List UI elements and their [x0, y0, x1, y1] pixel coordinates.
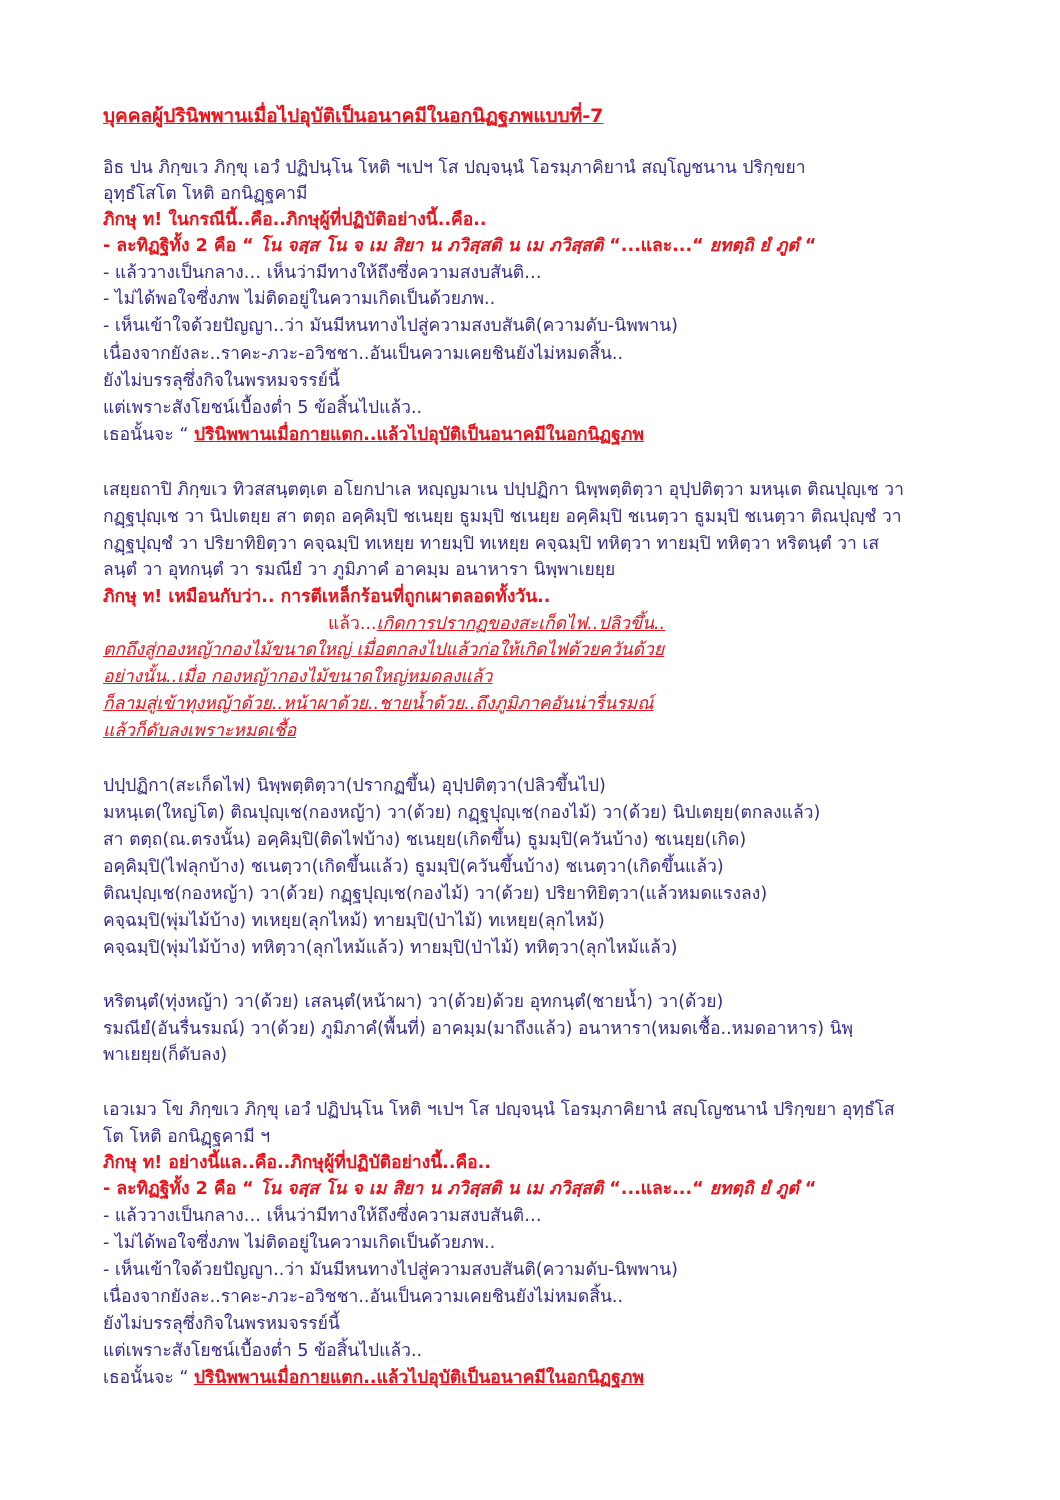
practice2-line-3: - เห็นเข้าใจด้วยปัญญา..ว่า มันมีหนทางไปสู่ความสงบสันติ(ความดับ-นิพพาน): [103, 1260, 678, 1280]
view-mid: “...และ...“: [609, 236, 704, 256]
conclusion-prefix-2: เธอนั้นจะ “: [103, 1368, 194, 1388]
bhikkhu-address: ภิกษุ ท! ในกรณีนี้..คือ..ภิกษุผู้ที่ปฏิบัติอย่างนี้..คือ..: [103, 210, 487, 230]
simile-thai-line-3: ตกถึงสู่กองหญ้ากองไม้ขนาดใหญ่ เมื่อตกลงไปแล้วก่อให้เกิดไฟด้วยควันด้วย: [103, 640, 665, 660]
conclusion-line: [103, 423, 644, 447]
simile-thai-text-2a: แล้ว...: [328, 614, 377, 634]
practice2-line-2: - ไม่ได้พอใจซึ่งภพ ไม่ติดอยู่ในความเกิดเป็นด้วยภพ..: [103, 1233, 496, 1253]
practice-line-4: เนื่องจากยังละ..ราคะ-ภวะ-อวิชชา..อันเป็นความเคยชินยังไม่หมดสิ้น..: [103, 344, 624, 364]
glossary-line-9: รมณียํ(อันรื่นรมณ์) วา(ด้วย) ภูมิภาคํ(พื้นที่) อาคมฺม(มาถึงแล้ว) อนาหารา(หมดเชื้อ..หมดอาหาร) นิพฺ: [103, 1019, 854, 1039]
simile-pali-line-4: ลนฺตํ วา อุทกนฺตํ วา รมณียํ วา ภูมิภาคํ อาคมฺม อนาหารา นิพฺพาเยยฺย: [103, 560, 616, 580]
practice-line-1: - แล้ววางเป็นกลาง… เห็นว่ามีทางให้ถึงซึ่งความสงบสันติ…: [103, 263, 542, 283]
practice2-line-6: แต่เพราะสังโยชน์เบื้องต่ำ 5 ข้อสิ้นไปแล้ว..: [103, 1341, 423, 1361]
practice2-line-4: เนื่องจากยังละ..ราคะ-ภวะ-อวิชชา..อันเป็นความเคยชินยังไม่หมดสิ้น..: [103, 1287, 624, 1307]
pali-intro-line-2: อุทฺธํโสโต โหติ อกนิฏฺฐคามี: [103, 184, 308, 204]
simile-thai-text-2b: เกิดการปรากฏของสะเก็ดไฟ..ปลิวขึ้น..: [376, 614, 666, 634]
glossary-line-5: ติณปุญฺเช(กองหญ้า) วา(ด้วย) กฏฺฐปุญฺเช(กองไม้) วา(ด้วย) ปริยาทิยิตฺวา(แล้วหมดแรงลง): [103, 884, 768, 904]
view-end: “: [804, 236, 817, 256]
simile-thai-line-6: แล้วก็ดับลงเพราะหมดเชื้อ: [103, 721, 297, 741]
two-views-prefix-2: - ละทิฏฐิทั้ง 2 คือ “: [103, 1179, 254, 1199]
simile-thai-text-1: ภิกษุ ท! เหมือนกับว่า.. การตีเหล็กร้อนที่ถูกเผาตลอดทั้งวัน..: [103, 587, 551, 607]
simile-thai-line-1: [103, 585, 550, 609]
practice-line-2: - ไม่ได้พอใจซึ่งภพ ไม่ติดอยู่ในความเกิดเป็นด้วยภพ..: [103, 289, 496, 309]
view-pali-1: โน จสฺส โน จ เม สิยา น ภวิสฺสติ น เม ภวิสฺสติ: [253, 236, 610, 256]
pali-closing-line-1: เอวเมว โข ภิกฺขเว ภิกฺขุ เอวํ ปฏิปนฺโน โหติ ฯเปฯ โส ปญฺจนฺนํ โอรมฺภาคิยานํ สญฺโญชนานํ ปริกฺขยา อุทฺธํโส: [103, 1100, 895, 1120]
two-views-line: [103, 234, 816, 258]
pali-intro-line-1: อิธ ปน ภิกฺขเว ภิกฺขุ เอวํ ปฏิปนฺโน โหติ ฯเปฯ โส ปญฺจนฺนํ โอรมฺภาคิยานํ สญฺโญชนาน ปริกฺขยา: [103, 158, 806, 178]
glossary-line-1: ปปฺปฏิกา(สะเก็ดไฟ) นิพฺพตฺติตฺวา(ปรากฏขึ้น) อุปฺปติตฺวา(ปลิวขึ้นไป): [103, 776, 606, 796]
glossary-line-7: คจฺฉมฺปิ(พุ่มไม้บ้าง) ทหิตฺวา(ลุกไหม้แล้ว) ทายมฺปิ(ป่าไม้) ทหิตฺวา(ลุกไหม้แล้ว): [103, 938, 678, 958]
pali-closing-line-2: โต โหติ อกนิฏฺฐคามี ฯ: [103, 1127, 271, 1147]
conclusion-line-2: [103, 1366, 644, 1390]
conclusion-prefix: เธอนั้นจะ “: [103, 425, 194, 445]
page-title: บุคคลผู้ปรินิพพานเมื่อไปอุบัติเป็นอนาคมีในอกนิฏฐภพแบบที่-7: [103, 105, 604, 127]
simile-pali-line-2: กฏฺฐปุญฺเช วา นิปเตยฺย สา ตตฺถ อคฺคิมฺปิ ชเนยฺย ธูมมฺปิ ชเนยฺย อคฺคิมฺปิ ชเนตฺวา ธูมมฺปิ ชเนตฺวา ติณปุญฺชํ วา: [103, 507, 902, 527]
glossary-line-4: อคฺคิมฺปิ(ไฟลุกบ้าง) ชเนตฺวา(เกิดขึ้นแล้ว) ธูมมฺปิ(ควันขึ้นบ้าง) ชเนตฺวา(เกิดขึ้นแล้ว): [103, 857, 724, 877]
simile-pali-line-3: กฏฺฐปุญฺชํ วา ปริยาทิยิตฺวา คจฺฉมฺปิ ทเหยฺย ทายมฺปิ ทเหยฺย คจฺฉมฺปิ ทหิตฺวา ทายมฺปิ ทหิตฺวา หริตนฺตํ วา เส: [103, 534, 880, 554]
conclusion-main-2: ปรินิพพานเมื่อกายแตก..แล้วไปอุบัติเป็นอนาคมีในอกนิฏฐภพ: [193, 1368, 644, 1388]
simile-thai-line-2: [328, 612, 665, 636]
view-mid-2: “...และ...“: [609, 1179, 704, 1199]
practice-line-5: ยังไม่บรรลุซึ่งกิจในพรหมจรรย์นี้: [103, 371, 340, 391]
practice2-line-1: - แล้ววางเป็นกลาง… เห็นว่ามีทางให้ถึงซึ่งความสงบสันติ…: [103, 1206, 542, 1226]
glossary-line-2: มหนฺเต(ใหญ่โต) ติณปุญฺเช(กองหญ้า) วา(ด้วย) กฏฺฐปุญฺเช(กองไม้) วา(ด้วย) นิปเตยฺย(ตกลงแล้ว): [103, 803, 821, 823]
conclusion-main: ปรินิพพานเมื่อกายแตก..แล้วไปอุบัติเป็นอนาคมีในอกนิฏฐภพ: [193, 425, 644, 445]
glossary-line-8: หริตนฺตํ(ทุ่งหญ้า) วา(ด้วย) เสลนฺตํ(หน้าผา) วา(ด้วย)ด้วย อุทกนฺตํ(ชายน้ำ) วา(ด้วย): [103, 992, 724, 1012]
view-end-2: “: [804, 1179, 817, 1199]
practice-line-6: แต่เพราะสังโยชน์เบื้องต่ำ 5 ข้อสิ้นไปแล้ว..: [103, 398, 423, 418]
simile-thai-line-4: อย่างนั้น..เมื่อ กองหญ้ากองไม้ขนาดใหญ่หมดลงแล้ว: [103, 667, 493, 687]
glossary-line-6: คจฺฉมฺปิ(พุ่มไม้บ้าง) ทเหยฺย(ลุกไหม้) ทายมฺปิ(ป่าไม้) ทเหยฺย(ลุกไหม้): [103, 911, 605, 931]
simile-pali-line-1: เสยฺยถาปิ ภิกฺขเว ทิวสสนฺตตฺเต อโยกปาเล หญฺญมาเน ปปฺปฏิกา นิพฺพตฺติตฺวา อุปฺปติตฺวา มหนฺเต ติณปุญฺเช วา: [103, 480, 904, 500]
view-pali-1-2: โน จสฺส โน จ เม สิยา น ภวิสฺสติ น เม ภวิสฺสติ: [253, 1179, 610, 1199]
two-views-line-2: [103, 1177, 816, 1201]
view-pali-2-2: ยทตฺถิ ยํ ภูตํ: [703, 1179, 805, 1199]
bhikkhu-address-2: ภิกษุ ท! อย่างนี้แล..คือ..ภิกษุผู้ที่ปฏิบัติอย่างนี้..คือ..: [103, 1153, 491, 1173]
glossary-line-10: พาเยยฺย(ก็ดับลง): [103, 1045, 228, 1065]
practice2-line-5: ยังไม่บรรลุซึ่งกิจในพรหมจรรย์นี้: [103, 1314, 340, 1334]
glossary-line-3: สา ตตฺถ(ณ.ตรงนั้น) อคฺคิมฺปิ(ติดไฟบ้าง) ชเนยฺย(เกิดขึ้น) ธูมมฺปิ(ควันบ้าง) ชเนยฺย(เกิด): [103, 830, 747, 850]
view-pali-2: ยทตฺถิ ยํ ภูตํ: [703, 236, 805, 256]
practice-line-3: - เห็นเข้าใจด้วยปัญญา..ว่า มันมีหนทางไปสู่ความสงบสันติ(ความดับ-นิพพาน): [103, 316, 678, 336]
two-views-prefix: - ละทิฏฐิทั้ง 2 คือ “: [103, 236, 254, 256]
simile-thai-line-5: ก็ลามสู่เข้าทุงหญ้าด้วย..หน้าผาด้วย..ชายน้ำด้วย..ถึงภูมิภาคอันน่ารื่นรมณ์: [103, 694, 654, 714]
